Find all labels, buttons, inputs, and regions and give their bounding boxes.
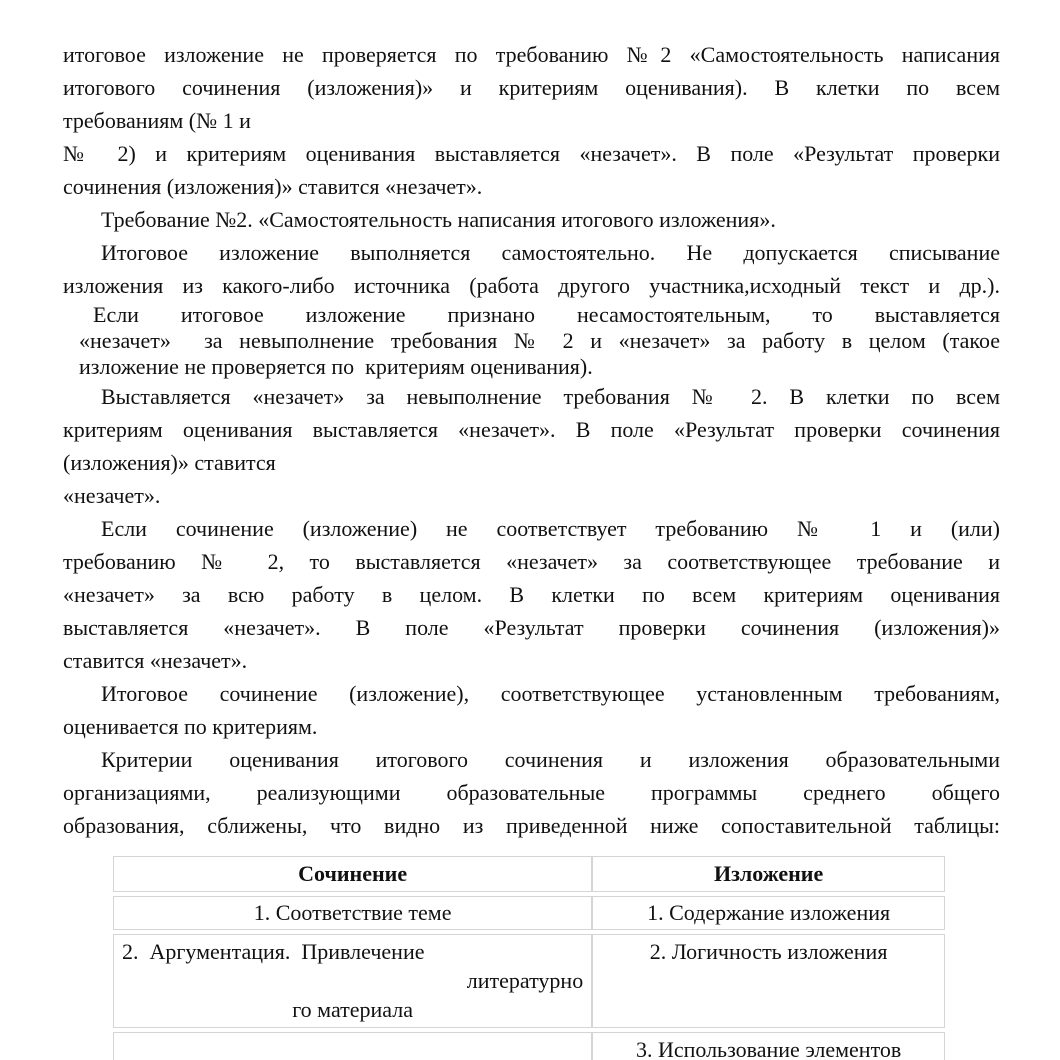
text-line: требованию № 2, то выставляется «незачет» за соответствующее требование и xyxy=(63,549,1000,574)
table-header-sochinenie: Сочинение xyxy=(113,856,592,892)
paragraph-kriterii-ocenivaniya xyxy=(63,743,1000,842)
text-line: требованиям (№ 1 и xyxy=(63,108,251,133)
text-line: выставляется «незачет». В поле «Результат проверки сочинения (изложения)» xyxy=(63,615,1000,640)
paragraph-trebovanie-2 xyxy=(63,203,1000,236)
text-line: итоговое изложение не проверяется по требованию №2 «Самостоятельность написания xyxy=(63,42,1000,67)
text-line: «незачет». xyxy=(63,483,161,508)
text-line: оценивается по критериям. xyxy=(63,714,318,739)
text-line: литературно xyxy=(466,968,584,993)
text-line: Требование №2. «Самостоятельность написания итогового изложения». xyxy=(101,207,776,232)
table-row xyxy=(113,934,945,1028)
paragraph-nevypolnenie xyxy=(63,380,1000,512)
text-line: итогового сочинения (изложения)» и критериям оценивания). В клетки по всем xyxy=(63,75,1000,100)
text-line: го материала xyxy=(292,997,413,1022)
text-line: «незачет» за невыполнение требования № 2 и «незачет» за работу в целом (такое xyxy=(79,328,1000,353)
table-row xyxy=(113,896,945,930)
text-line: № 2) и критериям оценивания выставляется «незачет». В поле «Результат проверки xyxy=(63,141,1000,166)
text-line: сочинения (изложения)» ставится «незачет». xyxy=(63,174,483,199)
text-line: изложения из какого-либо источника (работа другого участника,исходный текст и др.). xyxy=(63,273,1000,298)
text-line: Итоговое сочинение (изложение), соответствующее установленным требованиям, xyxy=(101,681,1000,706)
text-line: 2. Аргументация. Привлечение xyxy=(122,939,425,964)
text-line: Выставляется «незачет» за невыполнение требования № 2. В клетки по всем xyxy=(101,384,1000,409)
table-header-row xyxy=(113,856,945,892)
paragraph-esli-sochinenie xyxy=(63,512,1000,677)
table-cell-izlozhenie-2: 2. Логичность изложения xyxy=(592,934,945,1028)
paragraph-itogovoe-sochinenie xyxy=(63,677,1000,743)
paragraph-continuation xyxy=(63,38,1000,203)
comparison-table-wrap xyxy=(113,852,945,1060)
text-line: (изложения)» ставится xyxy=(63,450,276,475)
table-row xyxy=(113,1032,945,1060)
paragraph-itogovoe-izlozhenie xyxy=(63,236,1000,302)
text-line: Если сочинение (изложение) не соответствует требованию № 1 и (или) xyxy=(101,516,1000,541)
text-line: критериям оценивания выставляется «незачет». В поле «Результат проверки сочинения xyxy=(63,417,1000,442)
text-line: ставится «незачет». xyxy=(63,648,248,673)
table-cell-sochinenie-3 xyxy=(113,1032,592,1060)
table-cell-sochinenie-1: 1. Соответствие теме xyxy=(113,896,592,930)
table-header-izlozhenie: Изложение xyxy=(592,856,945,892)
text-line: образования, сближены, что видно из приведенной ниже сопоставительной таблицы: xyxy=(63,813,1000,838)
text-line: Итоговое изложение выполняется самостоятельно. Не допускается списывание xyxy=(101,240,1000,265)
text-line: Если итоговое изложение признано несамостоятельным, то выставляется xyxy=(93,302,1000,327)
text-line: организациями, реализующими образовательные программы среднего общего xyxy=(63,780,1000,805)
table-cell-izlozhenie-1: 1. Содержание изложения xyxy=(592,896,945,930)
table-cell-izlozhenie-3: 3. Использование элементов xyxy=(592,1032,945,1060)
table-cell-sochinenie-2 xyxy=(113,934,592,1028)
paragraph-nesamostoyatelnost xyxy=(79,302,1000,380)
text-line: Критерии оценивания итогового сочинения и изложения образовательными xyxy=(101,747,1000,772)
text-line: «незачет» за всю работу в целом. В клетки по всем критериям оценивания xyxy=(63,582,1000,607)
comparison-table xyxy=(113,852,945,1060)
text-line: изложение не проверяется по критериям оценивания). xyxy=(79,354,593,379)
